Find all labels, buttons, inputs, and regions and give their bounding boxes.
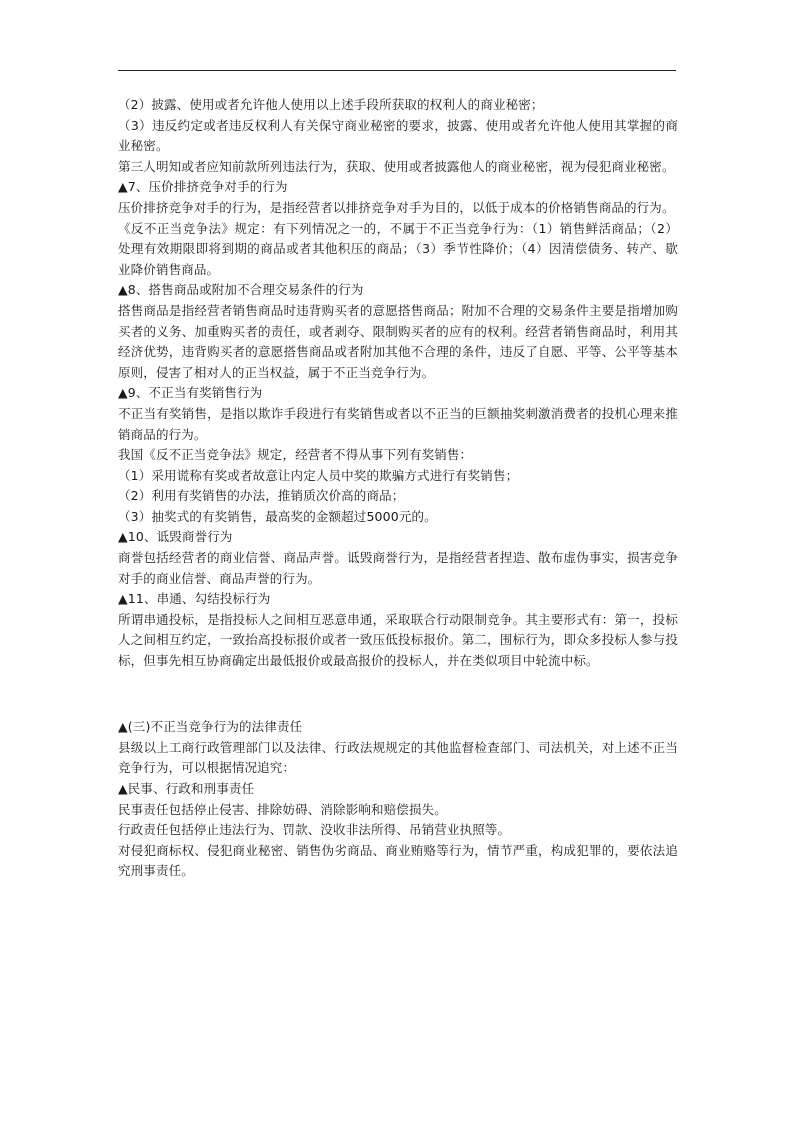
body-paragraph: （1）采用谎称有奖或者故意让内定人员中奖的欺骗方式进行有奖销售； [118,467,519,483]
body-paragraph: 对侵犯商标权、侵犯商业秘密、销售伪劣商品、商业贿赂等行为，情节严重，构成犯罪的，要依法追究刑事责任。 [118,842,678,879]
body-paragraph: 第三人明知或者应知前款所列违法行为，获取、使用或者披露他人的商业秘密，视为侵犯商业秘密。 [118,158,675,174]
body-paragraph: （2）利用有奖销售的办法，推销质次价高的商品； [118,488,405,504]
body-paragraph: 压价排挤竞争对手的行为，是指经营者以排挤竞争对手为目的，以低于成本的价格销售商品的行为。 [118,199,675,215]
section-heading: ▲10、诋毁商誉行为 [118,529,233,545]
section-heading: ▲9、不正当有奖销售行为 [118,385,263,401]
section-heading: ▲民事、行政和刑事责任 [118,781,255,796]
section-heading: ▲8、搭售商品或附加不合理交易条件的行为 [118,282,364,298]
body-paragraph: （3）违反约定或者违反权利人有关保守商业秘密的要求，披露、使用或者允许他人使用其掌握的商业秘密。 [118,117,678,154]
section-heading: ▲7、压价排挤竞争对手的行为 [118,179,288,195]
document-body [118,95,678,882]
body-paragraph: 县级以上工商行政管理部门以及法律、行政法规规定的其他监督检查部门、司法机关，对上述不正当竞争行为，可以根据情况追究： [118,739,678,776]
body-paragraph: 我国《反不正当竞争法》规定，经营者不得从事下列有奖销售： [118,447,473,463]
header-rule [118,70,676,71]
body-paragraph: 所谓串通投标，是指投标人之间相互恶意串通，采取联合行动限制竞争。其主要形式有：第一，投标人之间相互约定，一致抬高投标报价或者一致压低投标报价。第二，围标行为，即众多投标人参与投标，但事先相互协商确定出最低报价或最高报价的投标人，并在类似项目中轮流中标。 [118,611,678,669]
body-paragraph: 民事责任包括停止侵害、排除妨碍、消除影响和赔偿损失。 [118,801,447,817]
body-paragraph: 搭售商品是指经营者销售商品时违背购买者的意愿搭售商品；附加不合理的交易条件主要是指增加购买者的义务、加重购买者的责任，或者剥夺、限制购买者的应有的权利。经营者销售商品时，利用其经济优势，违背购买者的意愿搭售商品或者附加其他不合理的条件，违反了自愿、平等、公平等基本原则，侵害了相对人的正当权益，属于不正当竞争行为。 [118,302,678,380]
section-heading: ▲(三)不正当竞争行为的法律责任 [118,719,303,735]
body-paragraph: 不正当有奖销售，是指以欺诈手段进行有奖销售或者以不正当的巨额抽奖刺激消费者的投机心理来推销商品的行为。 [118,405,678,442]
body-paragraph: （2）披露、使用或者允许他人使用以上述手段所获取的权利人的商业秘密； [118,97,544,112]
body-paragraph: （3）抽奖式的有奖销售，最高奖的金额超过5000元的。 [118,508,437,524]
body-paragraph: 行政责任包括停止违法行为、罚款、没收非法所得、吊销营业执照等。 [118,822,511,838]
blank-line [118,684,678,705]
body-paragraph: 商誉包括经营者的商业信誉、商品声誉。诋毁商誉行为，是指经营者捏造、散布虚伪事实，损害竞争对手的商业信誉、商品声誉的行为。 [118,550,678,586]
section-heading: ▲11、串通、勾结投标行为 [118,591,271,607]
body-paragraph: 《反不正当竞争法》规定：有下列情况之一的，不属于不正当竞争行为：（1）销售鲜活商品；（2）处理有效期限即将到期的商品或者其他积压的商品；（3）季节性降价；（4）因清偿债务、转产、歇业降价销售商品。 [118,220,678,277]
